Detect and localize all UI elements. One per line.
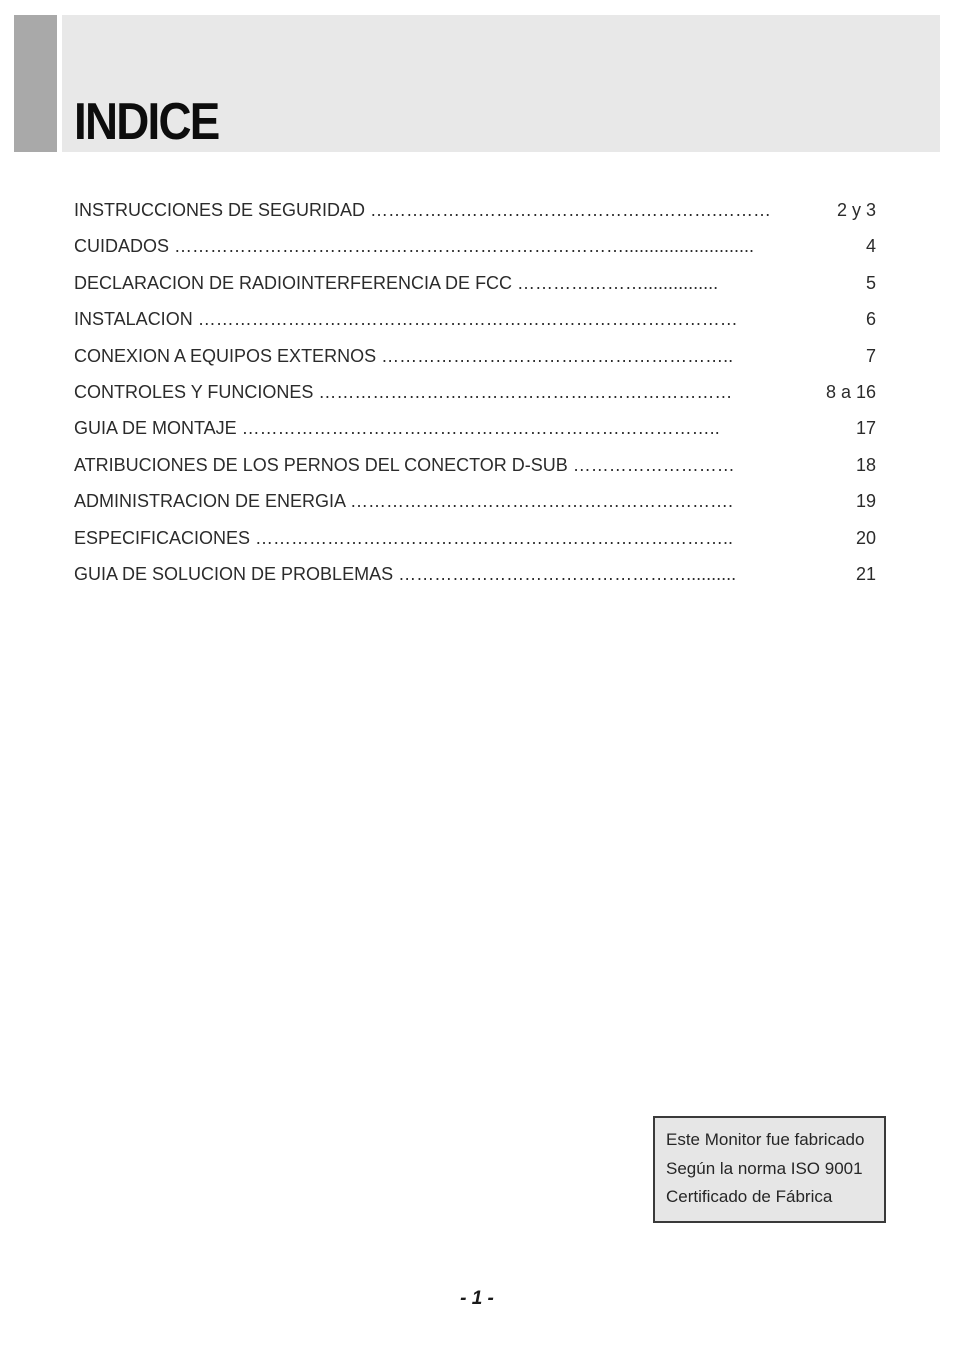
toc-entry-page: 20 bbox=[855, 527, 876, 548]
certification-line-3: Certificado de Fábrica bbox=[666, 1187, 833, 1206]
certification-line-2: Según la norma ISO 9001 bbox=[666, 1159, 863, 1178]
toc-entry-page: 2 y 3 bbox=[836, 200, 876, 220]
toc-entry-label: GUIA DE SOLUCION DE PROBLEMAS ………………………………………….......... bbox=[74, 563, 737, 584]
toc-entry-page: 4 bbox=[865, 236, 876, 257]
toc-entry-page: 5 bbox=[865, 272, 876, 293]
toc-entry-page: 18 bbox=[855, 454, 876, 475]
toc-entry-label: DECLARACION DE RADIOINTERFERENCIA DE FCC …………………............... bbox=[74, 272, 719, 293]
toc-entry-seguridad bbox=[74, 192, 876, 228]
toc-entry-label: INSTALACION ……………………………………………………………………………… bbox=[74, 309, 738, 330]
toc-entry-page: 17 bbox=[855, 418, 876, 439]
toc-entry-label: ESPECIFICACIONES …………………………………………………………………….. bbox=[74, 527, 734, 548]
toc-entry-especificaciones bbox=[74, 520, 876, 556]
toc-entry-montaje bbox=[74, 410, 876, 446]
toc-entry-cuidados bbox=[74, 228, 876, 264]
toc-entry-label: ADMINISTRACION DE ENERGIA ………………………………………………………. bbox=[74, 491, 734, 512]
toc-entry-page: 7 bbox=[865, 345, 876, 366]
page-title: INDICE bbox=[74, 93, 219, 151]
table-of-contents bbox=[74, 192, 876, 592]
toc-entry-dsub bbox=[74, 447, 876, 483]
page-number: - 1 - bbox=[460, 1288, 494, 1309]
header-side-bar bbox=[14, 15, 57, 152]
toc-entry-label: CONTROLES Y FUNCIONES …………………………………………………………… bbox=[74, 381, 733, 402]
toc-entry-page: 8 a 16 bbox=[825, 381, 876, 402]
toc-entry-fcc bbox=[74, 265, 876, 301]
toc-entry-label: GUIA DE MONTAJE …………………………………………………………………….. bbox=[74, 418, 720, 439]
toc-entry-controles bbox=[74, 374, 876, 410]
toc-entry-label: ATRIBUCIONES DE LOS PERNOS DEL CONECTOR D-SUB ……………………… bbox=[74, 454, 735, 475]
toc-entry-conexion bbox=[74, 338, 876, 374]
toc-entry-page: 21 bbox=[855, 563, 876, 584]
toc-entry-page: 6 bbox=[865, 309, 876, 330]
toc-entry-page: 19 bbox=[855, 491, 876, 512]
iso-certification-box bbox=[653, 1116, 886, 1223]
toc-entry-problemas bbox=[74, 556, 876, 592]
toc-entry-label: CUIDADOS ………………………………………………………………….......................... bbox=[74, 236, 755, 257]
toc-entry-instalacion bbox=[74, 301, 876, 337]
toc-entry-label: CONEXION A EQUIPOS EXTERNOS ………………………………………………….. bbox=[74, 345, 734, 366]
certification-line-1: Este Monitor fue fabricado bbox=[666, 1130, 865, 1149]
toc-entry-label: INSTRUCCIONES DE SEGURIDAD ………………………………………………….……… bbox=[74, 200, 772, 220]
toc-entry-energia bbox=[74, 483, 876, 519]
